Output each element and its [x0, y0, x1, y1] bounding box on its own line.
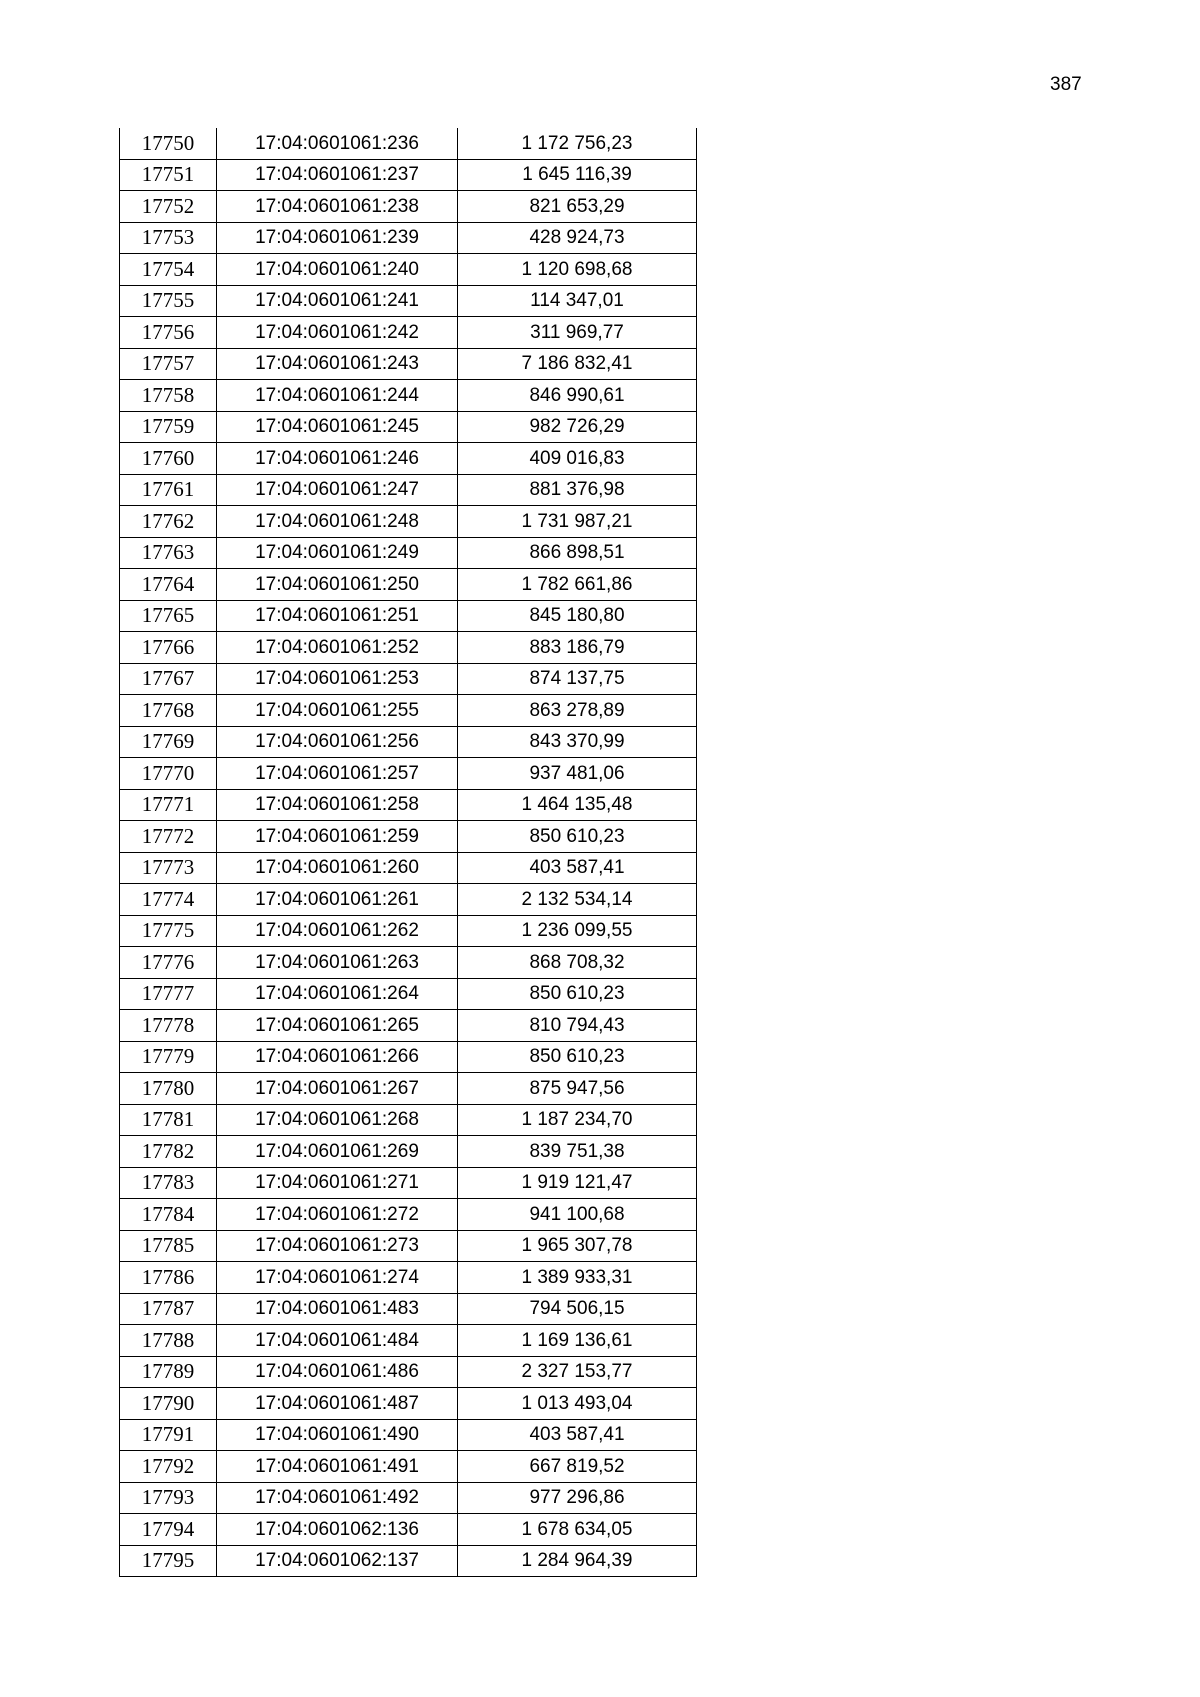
cadastral-value-cell: 839 751,38 [458, 1136, 697, 1168]
cadastral-value-cell: 403 587,41 [458, 852, 697, 884]
cadastral-value-cell: 1 013 493,04 [458, 1388, 697, 1420]
cadastral-number-cell: 17:04:0601061:491 [217, 1451, 458, 1483]
table-row [120, 569, 697, 601]
row-number-cell: 17768 [120, 695, 217, 727]
row-number-cell: 17781 [120, 1104, 217, 1136]
cadastral-value-cell: 850 610,23 [458, 821, 697, 853]
cadastral-value-cell: 1 169 136,61 [458, 1325, 697, 1357]
row-number-cell: 17782 [120, 1136, 217, 1168]
table-row [120, 474, 697, 506]
cadastral-number-cell: 17:04:0601061:258 [217, 789, 458, 821]
cadastral-value-cell: 810 794,43 [458, 1010, 697, 1042]
table-row [120, 285, 697, 317]
cadastral-value-cell: 1 236 099,55 [458, 915, 697, 947]
table-row [120, 852, 697, 884]
table-row [120, 726, 697, 758]
cadastral-value-cell: 1 678 634,05 [458, 1514, 697, 1546]
cadastral-number-cell: 17:04:0601061:261 [217, 884, 458, 916]
table-row [120, 1451, 697, 1483]
row-number-cell: 17758 [120, 380, 217, 412]
cadastral-value-cell: 850 610,23 [458, 1041, 697, 1073]
cadastral-number-cell: 17:04:0601061:269 [217, 1136, 458, 1168]
row-number-cell: 17795 [120, 1545, 217, 1577]
row-number-cell: 17793 [120, 1482, 217, 1514]
cadastral-number-cell: 17:04:0601061:253 [217, 663, 458, 695]
table-row [120, 915, 697, 947]
table-row [120, 695, 697, 727]
cadastral-number-cell: 17:04:0601061:256 [217, 726, 458, 758]
cadastral-number-cell: 17:04:0601061:487 [217, 1388, 458, 1420]
row-number-cell: 17771 [120, 789, 217, 821]
cadastral-number-cell: 17:04:0601061:484 [217, 1325, 458, 1357]
row-number-cell: 17763 [120, 537, 217, 569]
cadastral-number-cell: 17:04:0601061:260 [217, 852, 458, 884]
cadastral-number-cell: 17:04:0601061:251 [217, 600, 458, 632]
table-row [120, 1104, 697, 1136]
row-number-cell: 17752 [120, 191, 217, 223]
table-row [120, 222, 697, 254]
cadastral-value-cell: 1 172 756,23 [458, 128, 697, 159]
row-number-cell: 17755 [120, 285, 217, 317]
cadastral-value-cell: 937 481,06 [458, 758, 697, 790]
cadastral-number-cell: 17:04:0601061:250 [217, 569, 458, 601]
table-row [120, 348, 697, 380]
table-row [120, 1545, 697, 1577]
cadastral-number-cell: 17:04:0601061:265 [217, 1010, 458, 1042]
table-row [120, 537, 697, 569]
row-number-cell: 17766 [120, 632, 217, 664]
row-number-cell: 17756 [120, 317, 217, 349]
table-row [120, 1073, 697, 1105]
cadastral-number-cell: 17:04:0601061:263 [217, 947, 458, 979]
row-number-cell: 17767 [120, 663, 217, 695]
table-row [120, 1199, 697, 1231]
cadastral-value-cell: 874 137,75 [458, 663, 697, 695]
row-number-cell: 17783 [120, 1167, 217, 1199]
table-row [120, 128, 697, 159]
row-number-cell: 17754 [120, 254, 217, 286]
row-number-cell: 17770 [120, 758, 217, 790]
table-row [120, 1262, 697, 1294]
cadastral-value-cell: 2 132 534,14 [458, 884, 697, 916]
row-number-cell: 17762 [120, 506, 217, 538]
row-number-cell: 17787 [120, 1293, 217, 1325]
row-number-cell: 17780 [120, 1073, 217, 1105]
row-number-cell: 17760 [120, 443, 217, 475]
cadastral-number-cell: 17:04:0601061:262 [217, 915, 458, 947]
cadastral-value-cell: 821 653,29 [458, 191, 697, 223]
cadastral-number-cell: 17:04:0601061:259 [217, 821, 458, 853]
cadastral-value-cell: 875 947,56 [458, 1073, 697, 1105]
cadastral-number-cell: 17:04:0601061:236 [217, 128, 458, 159]
cadastral-value-cell: 403 587,41 [458, 1419, 697, 1451]
cadastral-value-cell: 667 819,52 [458, 1451, 697, 1483]
cadastral-number-cell: 17:04:0601061:252 [217, 632, 458, 664]
cadastral-value-cell: 977 296,86 [458, 1482, 697, 1514]
row-number-cell: 17765 [120, 600, 217, 632]
cadastral-value-cell: 1 782 661,86 [458, 569, 697, 601]
cadastral-number-cell: 17:04:0601061:490 [217, 1419, 458, 1451]
table-row [120, 789, 697, 821]
table-row [120, 254, 697, 286]
table-row [120, 191, 697, 223]
row-number-cell: 17778 [120, 1010, 217, 1042]
row-number-cell: 17772 [120, 821, 217, 853]
cadastral-number-cell: 17:04:0601061:486 [217, 1356, 458, 1388]
table-row [120, 978, 697, 1010]
cadastral-value-cell: 1 187 234,70 [458, 1104, 697, 1136]
table-row [120, 1482, 697, 1514]
cadastral-value-cell: 1 731 987,21 [458, 506, 697, 538]
cadastral-number-cell: 17:04:0601061:255 [217, 695, 458, 727]
cadastral-number-cell: 17:04:0601061:268 [217, 1104, 458, 1136]
cadastral-value-cell: 881 376,98 [458, 474, 697, 506]
row-number-cell: 17759 [120, 411, 217, 443]
page-number: 387 [1050, 74, 1082, 95]
cadastral-number-cell: 17:04:0601061:237 [217, 159, 458, 191]
cadastral-value-cell: 846 990,61 [458, 380, 697, 412]
row-number-cell: 17761 [120, 474, 217, 506]
table-row [120, 1514, 697, 1546]
row-number-cell: 17776 [120, 947, 217, 979]
cadastral-value-cell: 2 327 153,77 [458, 1356, 697, 1388]
table-row [120, 1356, 697, 1388]
table-row [120, 600, 697, 632]
cadastral-number-cell: 17:04:0601061:239 [217, 222, 458, 254]
table-row [120, 758, 697, 790]
cadastral-number-cell: 17:04:0601062:136 [217, 1514, 458, 1546]
cadastral-number-cell: 17:04:0601061:257 [217, 758, 458, 790]
cadastral-number-cell: 17:04:0601061:248 [217, 506, 458, 538]
cadastral-value-cell: 883 186,79 [458, 632, 697, 664]
cadastral-number-cell: 17:04:0601061:267 [217, 1073, 458, 1105]
table-row [120, 1293, 697, 1325]
cadastral-number-cell: 17:04:0601061:244 [217, 380, 458, 412]
row-number-cell: 17790 [120, 1388, 217, 1420]
table-row [120, 1325, 697, 1357]
cadastral-number-cell: 17:04:0601061:247 [217, 474, 458, 506]
row-number-cell: 17757 [120, 348, 217, 380]
cadastral-value-cell: 114 347,01 [458, 285, 697, 317]
cadastral-number-cell: 17:04:0601061:266 [217, 1041, 458, 1073]
cadastral-value-cell: 794 506,15 [458, 1293, 697, 1325]
table-row [120, 947, 697, 979]
row-number-cell: 17794 [120, 1514, 217, 1546]
cadastral-value-cell: 428 924,73 [458, 222, 697, 254]
row-number-cell: 17789 [120, 1356, 217, 1388]
cadastral-value-table [119, 128, 697, 1577]
cadastral-value-cell: 843 370,99 [458, 726, 697, 758]
cadastral-value-cell: 866 898,51 [458, 537, 697, 569]
cadastral-value-cell: 941 100,68 [458, 1199, 697, 1231]
table-row [120, 159, 697, 191]
row-number-cell: 17785 [120, 1230, 217, 1262]
cadastral-number-cell: 17:04:0601061:249 [217, 537, 458, 569]
cadastral-number-cell: 17:04:0601061:245 [217, 411, 458, 443]
table-row [120, 1010, 697, 1042]
cadastral-number-cell: 17:04:0601061:242 [217, 317, 458, 349]
table-body [120, 128, 697, 1577]
row-number-cell: 17777 [120, 978, 217, 1010]
cadastral-number-cell: 17:04:0601061:238 [217, 191, 458, 223]
row-number-cell: 17773 [120, 852, 217, 884]
cadastral-value-cell: 409 016,83 [458, 443, 697, 475]
row-number-cell: 17779 [120, 1041, 217, 1073]
cadastral-number-cell: 17:04:0601061:243 [217, 348, 458, 380]
cadastral-value-cell: 311 969,77 [458, 317, 697, 349]
cadastral-value-cell: 1 464 135,48 [458, 789, 697, 821]
table-row [120, 884, 697, 916]
table-row [120, 1167, 697, 1199]
cadastral-value-cell: 845 180,80 [458, 600, 697, 632]
cadastral-number-cell: 17:04:0601061:246 [217, 443, 458, 475]
cadastral-value-cell: 982 726,29 [458, 411, 697, 443]
row-number-cell: 17788 [120, 1325, 217, 1357]
table-row [120, 1041, 697, 1073]
table-row [120, 443, 697, 475]
cadastral-number-cell: 17:04:0601061:241 [217, 285, 458, 317]
cadastral-number-cell: 17:04:0601061:273 [217, 1230, 458, 1262]
cadastral-value-cell: 1 645 116,39 [458, 159, 697, 191]
row-number-cell: 17786 [120, 1262, 217, 1294]
table-row [120, 1388, 697, 1420]
table-row [120, 1419, 697, 1451]
cadastral-value-cell: 863 278,89 [458, 695, 697, 727]
row-number-cell: 17769 [120, 726, 217, 758]
row-number-cell: 17791 [120, 1419, 217, 1451]
row-number-cell: 17774 [120, 884, 217, 916]
cadastral-number-cell: 17:04:0601061:264 [217, 978, 458, 1010]
row-number-cell: 17775 [120, 915, 217, 947]
row-number-cell: 17764 [120, 569, 217, 601]
table-row [120, 506, 697, 538]
cadastral-value-cell: 1 965 307,78 [458, 1230, 697, 1262]
cadastral-value-cell: 1 389 933,31 [458, 1262, 697, 1294]
table-row [120, 632, 697, 664]
row-number-cell: 17751 [120, 159, 217, 191]
cadastral-value-cell: 868 708,32 [458, 947, 697, 979]
cadastral-number-cell: 17:04:0601061:483 [217, 1293, 458, 1325]
table-row [120, 1230, 697, 1262]
cadastral-value-cell: 7 186 832,41 [458, 348, 697, 380]
cadastral-value-cell: 850 610,23 [458, 978, 697, 1010]
table-row [120, 663, 697, 695]
cadastral-value-cell: 1 120 698,68 [458, 254, 697, 286]
row-number-cell: 17750 [120, 128, 217, 159]
cadastral-number-cell: 17:04:0601061:240 [217, 254, 458, 286]
table-row [120, 411, 697, 443]
table-row [120, 380, 697, 412]
table-row [120, 317, 697, 349]
cadastral-number-cell: 17:04:0601062:137 [217, 1545, 458, 1577]
cadastral-value-cell: 1 919 121,47 [458, 1167, 697, 1199]
table-row [120, 821, 697, 853]
cadastral-number-cell: 17:04:0601061:272 [217, 1199, 458, 1231]
table-row [120, 1136, 697, 1168]
cadastral-number-cell: 17:04:0601061:271 [217, 1167, 458, 1199]
cadastral-number-cell: 17:04:0601061:274 [217, 1262, 458, 1294]
cadastral-value-cell: 1 284 964,39 [458, 1545, 697, 1577]
cadastral-number-cell: 17:04:0601061:492 [217, 1482, 458, 1514]
row-number-cell: 17753 [120, 222, 217, 254]
row-number-cell: 17792 [120, 1451, 217, 1483]
row-number-cell: 17784 [120, 1199, 217, 1231]
